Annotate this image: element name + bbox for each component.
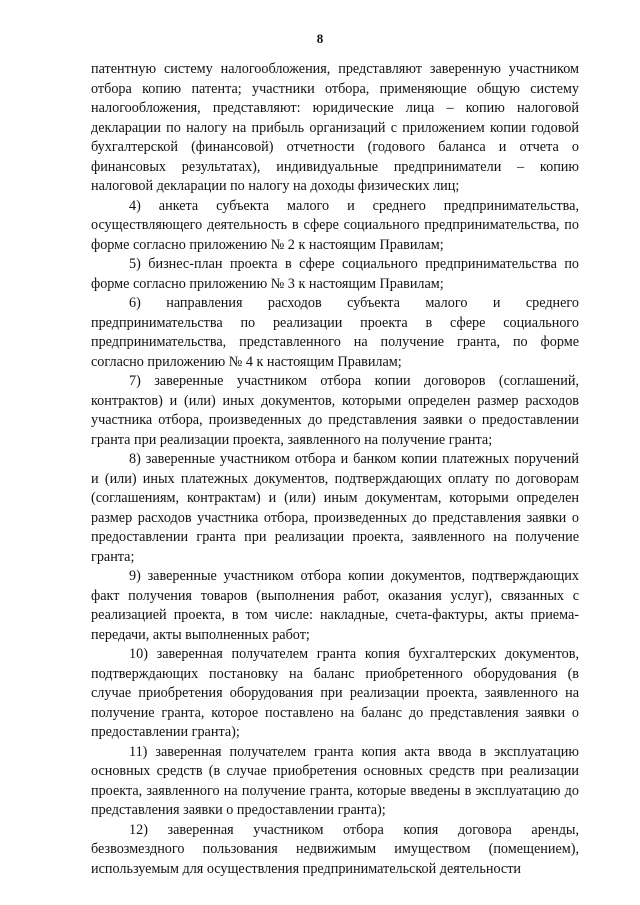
paragraph-item-8: 8) заверенные участником отбора и банком копии платежных поручений и (или) иных платежных документов, подтверждающих оплату по договорам (соглашениям, контрактам) и (или) иным документам, которыми определен размер расходов участника отбора, произведенных до представления заявки о предоставлении гранта при реализации проекта, заявленного на получение гранта; bbox=[91, 451, 579, 565]
paragraph-item-12: 12) заверенная участником отбора копия договора аренды, безвозмездного пользования недвижимым имуществом (помещением), используемым для осуществления предпринимательской деятельности bbox=[91, 821, 579, 877]
page-number: 8 bbox=[316, 31, 324, 46]
paragraph-item-7: 7) заверенные участником отбора копии договоров (соглашений, контрактов) и (или) иных документов, которыми определен размер расходов участника отбора, произведенных до представления заявки о предоставлении гранта при реализации проекта, заявленного на получение гранта; bbox=[91, 373, 579, 448]
document-body bbox=[91, 60, 579, 879]
paragraph-item-4: 4) анкета субъекта малого и среднего предпринимательства, осуществляющего деятельность в сфере социального предпринимательства, по форме согласно приложению № 2 к настоящим Правилам; bbox=[91, 197, 579, 253]
paragraph-item-9: 9) заверенные участником отбора копии документов, подтверждающих факт получения товаров (выполнения работ, оказания услуг), связанных с реализацией проекта, в том числе: накладные, счета-фактуры, акты приема-передачи, акты выполненных работ; bbox=[91, 568, 579, 643]
paragraph-item-5: 5) бизнес-план проекта в сфере социального предпринимательства по форме согласно приложению № 3 к настоящим Правилам; bbox=[91, 256, 579, 292]
paragraph-item-10: 10) заверенная получателем гранта копия бухгалтерских документов, подтверждающих постановку на баланс приобретенного оборудования (в случае приобретения оборудования при реализации проекта, заявленного на получение гранта, которое поставлено на баланс до представления заявки о предоставлении гранта); bbox=[91, 646, 579, 740]
paragraph-item-6: 6) направления расходов субъекта малого и среднего предпринимательства по реализации проекта в сфере социального предпринимательства, представленного на получение гранта, по форме согласно приложению № 4 к настоящим Правилам; bbox=[91, 295, 579, 370]
paragraph-continuation: патентную систему налогообложения, представляют заверенную участником отбора копию патента; участники отбора, применяющие общую систему налогообложения, представляют: юридические лица – копию налоговой декларации по налогу на прибыль организаций с приложением копии годовой бухгалтерской (финансовой) отчетности (годового баланса и отчета о финансовых результатах), индивидуальные предприниматели – копию налоговой декларации по налогу на доходы физических лиц; bbox=[91, 61, 579, 194]
paragraph-item-11: 11) заверенная получателем гранта копия акта ввода в эксплуатацию основных средств (в случае приобретения основных средств при реализации проекта, заявленного на получение гранта, которые введены в эксплуатацию до представления заявки о предоставлении гранта); bbox=[91, 743, 579, 818]
